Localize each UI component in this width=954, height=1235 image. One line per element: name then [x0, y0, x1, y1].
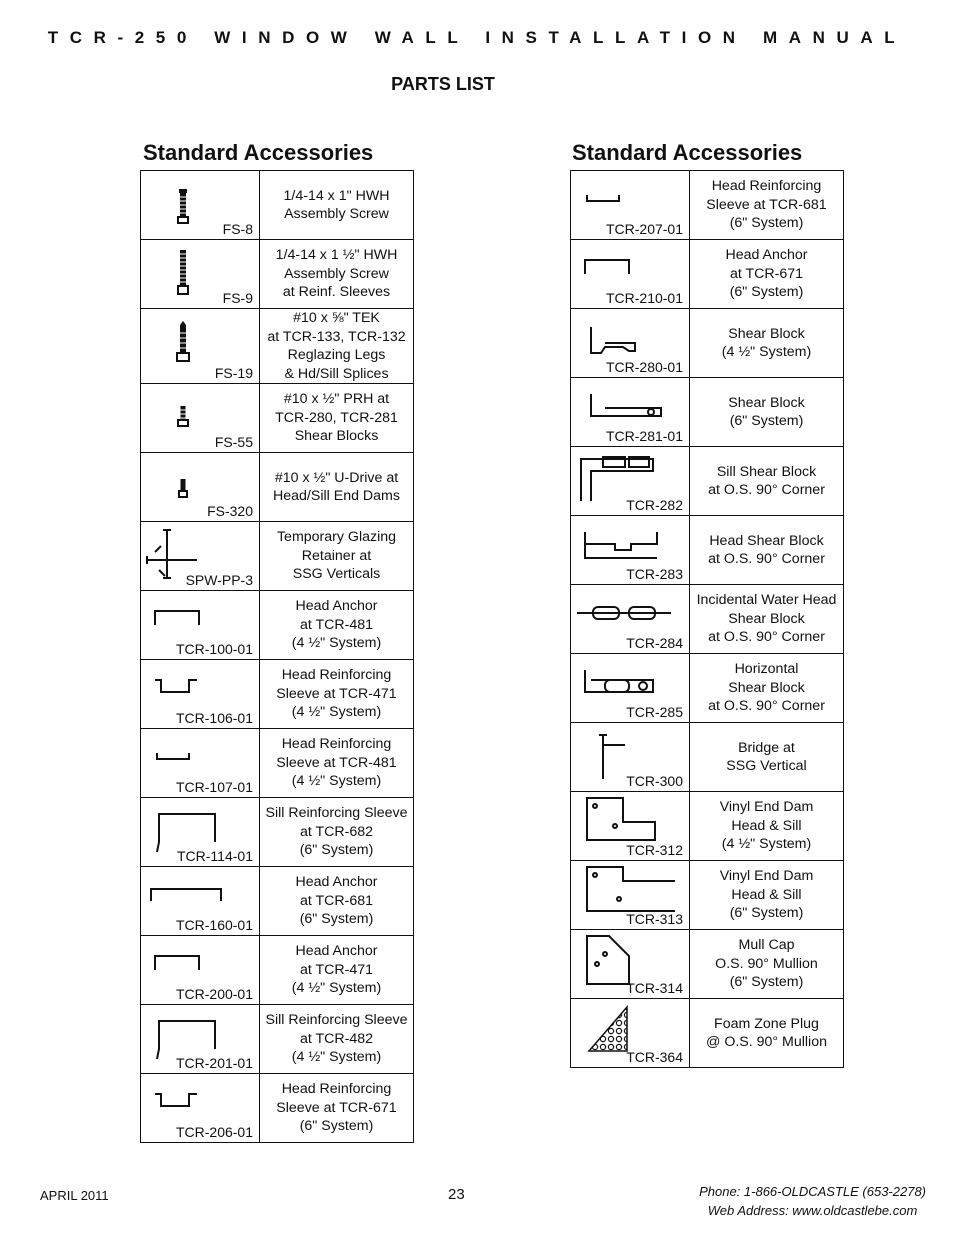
part-description: [690, 447, 844, 516]
description-line: Head Reinforcing: [711, 178, 822, 195]
table-row: [141, 591, 414, 660]
description-line: at TCR-482: [299, 1030, 374, 1047]
part-description: [260, 660, 414, 729]
description-line: Head/Sill End Dams: [273, 488, 400, 504]
part-code: TCR-281-01: [605, 428, 683, 444]
description-line: Shear Block: [728, 325, 805, 342]
part-image-cell: [571, 999, 690, 1068]
table-row: [141, 936, 414, 1005]
part-code: TCR-282: [626, 497, 683, 513]
table-row: [141, 309, 414, 384]
right-table-title: Standard Accessories: [572, 140, 803, 165]
part-description: [260, 591, 414, 660]
part-image-cell: [571, 309, 690, 378]
description-line: Assembly Screw: [284, 206, 389, 222]
part-image-cell: [141, 453, 260, 522]
part-code: TCR-364: [626, 1049, 683, 1065]
part-code: TCR-283: [626, 566, 683, 582]
part-description: [690, 585, 844, 654]
table-row: [571, 516, 844, 585]
part-code: TCR-314: [626, 980, 683, 996]
part-image-cell: [141, 729, 260, 798]
description-line: Head Shear Block: [709, 532, 824, 549]
description-line: Sleeve at TCR-681: [706, 196, 827, 213]
part-image-cell: [141, 309, 260, 384]
footer-web: Web Address: www.oldcastlebe.com: [707, 1203, 918, 1218]
part-image-cell: [141, 171, 260, 240]
part-code: FS-8: [222, 221, 253, 237]
part-description: [260, 240, 414, 309]
table-row: [571, 792, 844, 861]
description-line: Shear Block: [728, 610, 805, 627]
description-line: at O.S. 90° Corner: [708, 629, 825, 646]
table-row: [571, 171, 844, 240]
part-description: [690, 240, 844, 309]
description-line: Retainer at: [301, 547, 372, 564]
description-line: Reglazing Legs: [287, 347, 386, 363]
table-row: [141, 171, 414, 240]
description-line: & Hd/Sill Splices: [284, 365, 389, 382]
table-row: [141, 453, 414, 522]
part-image-cell: [141, 384, 260, 453]
part-image-cell: [141, 936, 260, 1005]
description-line: (6" System): [299, 842, 374, 859]
footer-contact: [699, 1182, 926, 1220]
part-image-cell: [571, 378, 690, 447]
description-line: at O.S. 90° Corner: [708, 551, 825, 567]
part-code: TCR-284: [626, 635, 683, 651]
table-row: [571, 378, 844, 447]
part-code: FS-19: [214, 365, 253, 381]
description-line: Horizontal: [734, 661, 799, 678]
table-row: [141, 240, 414, 309]
part-image-cell: [571, 240, 690, 309]
table-row: [141, 1005, 414, 1074]
part-image-cell: [141, 240, 260, 309]
table-row: [141, 798, 414, 867]
description-line: Sill Shear Block: [716, 463, 817, 480]
description-line: (6" System): [729, 974, 804, 991]
description-line: Bridge at: [738, 739, 795, 756]
description-line: Temporary Glazing: [276, 529, 397, 546]
description-line: Sill Reinforcing Sleeve: [265, 805, 408, 822]
part-code: TCR-285: [626, 704, 683, 720]
part-description: [260, 171, 414, 240]
table-row: [571, 447, 844, 516]
part-code: TCR-107-01: [175, 779, 253, 795]
description-line: at TCR-133, TCR-132: [267, 328, 406, 345]
description-line: Mull Cap: [738, 937, 795, 954]
description-line: (6" System): [729, 905, 804, 922]
part-image-cell: [571, 723, 690, 792]
description-line: (4 ½" System): [291, 1049, 382, 1066]
part-code: TCR-114-01: [177, 848, 253, 864]
part-image-cell: [141, 867, 260, 936]
part-code: SPW-PP-3: [185, 572, 253, 588]
part-description: [690, 999, 844, 1068]
part-image-cell: [141, 591, 260, 660]
description-line: Head & Sill: [731, 886, 802, 903]
part-code: TCR-200-01: [175, 986, 253, 1002]
part-code: TCR-201-01: [175, 1055, 253, 1071]
description-line: #10 x ½" PRH at: [283, 391, 390, 408]
part-code: TCR-160-01: [175, 917, 253, 933]
part-image-cell: [571, 930, 690, 999]
description-line: (6" System): [299, 911, 374, 928]
table-row: [571, 930, 844, 999]
description-line: (4 ½" System): [291, 635, 382, 652]
table-row: [571, 309, 844, 378]
description-line: 1/4-14 x 1" HWH: [283, 187, 390, 204]
description-line: Sleeve at TCR-481: [276, 754, 397, 771]
footer-date: APRIL 2011: [40, 1188, 109, 1203]
description-line: Sleeve at TCR-471: [276, 685, 397, 702]
part-description: [690, 516, 844, 585]
part-code: TCR-313: [626, 911, 683, 927]
description-line: at O.S. 90° Corner: [708, 482, 825, 498]
description-line: (6" System): [299, 1118, 374, 1135]
part-image-cell: [571, 792, 690, 861]
description-line: Head Reinforcing: [281, 736, 392, 753]
table-row: [141, 660, 414, 729]
table-row: [571, 585, 844, 654]
part-code: TCR-207-01: [605, 221, 683, 237]
page-number: 23: [448, 1186, 465, 1203]
part-description: [260, 384, 414, 453]
part-description: [260, 867, 414, 936]
description-line: at Reinf. Sleeves: [282, 284, 391, 301]
description-line: at TCR-681: [299, 892, 374, 909]
part-description: [260, 936, 414, 1005]
description-line: Incidental Water Head: [696, 592, 837, 609]
part-description: [260, 1005, 414, 1074]
part-description: [260, 798, 414, 867]
table-row: [571, 654, 844, 723]
description-line: (6" System): [729, 284, 804, 301]
part-image-cell: [141, 1005, 260, 1074]
description-line: at TCR-481: [299, 616, 374, 633]
description-line: Sleeve at TCR-671: [276, 1099, 397, 1116]
part-code: TCR-312: [626, 842, 683, 858]
part-code: TCR-300: [626, 773, 683, 789]
description-line: Vinyl End Dam: [719, 868, 814, 885]
description-line: Head Reinforcing: [281, 667, 392, 684]
table-row: [571, 240, 844, 309]
manual-title: TCR-250 WINDOW WALL INSTALLATION MANUAL: [47, 28, 907, 47]
part-description: [690, 792, 844, 861]
part-code: FS-55: [214, 434, 253, 450]
description-line: Head & Sill: [731, 817, 802, 834]
description-line: #10 x ½" U-Drive at: [274, 469, 399, 486]
description-line: Shear Blocks: [294, 428, 379, 445]
part-description: [690, 171, 844, 240]
description-line: (6" System): [729, 215, 804, 232]
part-image-cell: [571, 447, 690, 516]
part-image-cell: [141, 660, 260, 729]
description-line: @ O.S. 90° Mullion: [705, 1034, 827, 1050]
part-image-cell: [571, 171, 690, 240]
part-code: TCR-280-01: [605, 359, 683, 375]
description-line: SSG Vertical: [726, 758, 807, 774]
description-line: at TCR-682: [299, 823, 374, 840]
part-code: TCR-210-01: [605, 290, 683, 306]
part-image-cell: [571, 585, 690, 654]
part-description: [690, 378, 844, 447]
description-line: (4 ½" System): [721, 836, 812, 853]
part-code: FS-320: [207, 503, 253, 519]
part-description: [260, 309, 414, 384]
description-line: TCR-280, TCR-281: [275, 409, 398, 426]
description-line: (4 ½" System): [291, 773, 382, 790]
description-line: (4 ½" System): [721, 344, 812, 360]
description-line: (4 ½" System): [291, 980, 382, 997]
part-description: [260, 729, 414, 798]
part-image-cell: [571, 861, 690, 930]
description-line: Vinyl End Dam: [719, 799, 814, 816]
description-line: Head Anchor: [295, 874, 378, 891]
part-description: [690, 861, 844, 930]
table-row: [141, 1074, 414, 1143]
part-image-cell: [571, 654, 690, 723]
description-line: O.S. 90° Mullion: [715, 955, 818, 972]
left-parts-table: [140, 170, 414, 1143]
right-parts-table: [570, 170, 844, 1068]
table-row: [141, 729, 414, 798]
description-line: Head Reinforcing: [281, 1081, 392, 1098]
description-line: Head Anchor: [295, 598, 378, 615]
part-code: TCR-106-01: [175, 710, 253, 726]
description-line: (4 ½" System): [291, 704, 382, 721]
part-description: [260, 522, 414, 591]
description-line: at TCR-471: [299, 961, 374, 978]
description-line: Sill Reinforcing Sleeve: [265, 1012, 408, 1029]
table-row: [571, 999, 844, 1068]
part-description: [690, 723, 844, 792]
footer-phone: Phone: 1-866-OLDCASTLE (653-2278): [699, 1184, 926, 1199]
description-line: #10 x ⅝" TEK: [293, 310, 380, 326]
description-line: at TCR-671: [729, 265, 804, 282]
description-line: Head Anchor: [725, 247, 808, 264]
part-description: [260, 453, 414, 522]
section-title: PARTS LIST: [391, 74, 495, 94]
part-description: [690, 654, 844, 723]
table-row: [141, 867, 414, 936]
part-image-cell: [141, 1074, 260, 1143]
table-row: [571, 861, 844, 930]
description-line: at O.S. 90° Corner: [708, 698, 825, 715]
table-row: [571, 723, 844, 792]
table-row: [141, 384, 414, 453]
description-line: SSG Verticals: [292, 566, 381, 583]
part-image-cell: [571, 516, 690, 585]
part-image-cell: [141, 522, 260, 591]
part-code: FS-9: [222, 290, 253, 306]
description-line: 1/4-14 x 1 ½" HWH: [275, 247, 398, 264]
description-line: Shear Block: [728, 394, 805, 411]
description-line: (6" System): [729, 413, 804, 429]
part-image-cell: [141, 798, 260, 867]
part-code: TCR-206-01: [175, 1124, 253, 1140]
description-line: Foam Zone Plug: [714, 1015, 819, 1032]
table-row: [141, 522, 414, 591]
description-line: Head Anchor: [295, 943, 378, 960]
part-description: [690, 930, 844, 999]
description-line: Shear Block: [728, 679, 805, 696]
left-table-title: Standard Accessories: [143, 140, 374, 165]
part-code: TCR-100-01: [175, 641, 253, 657]
part-description: [690, 309, 844, 378]
part-description: [260, 1074, 414, 1143]
description-line: Assembly Screw: [284, 265, 389, 282]
